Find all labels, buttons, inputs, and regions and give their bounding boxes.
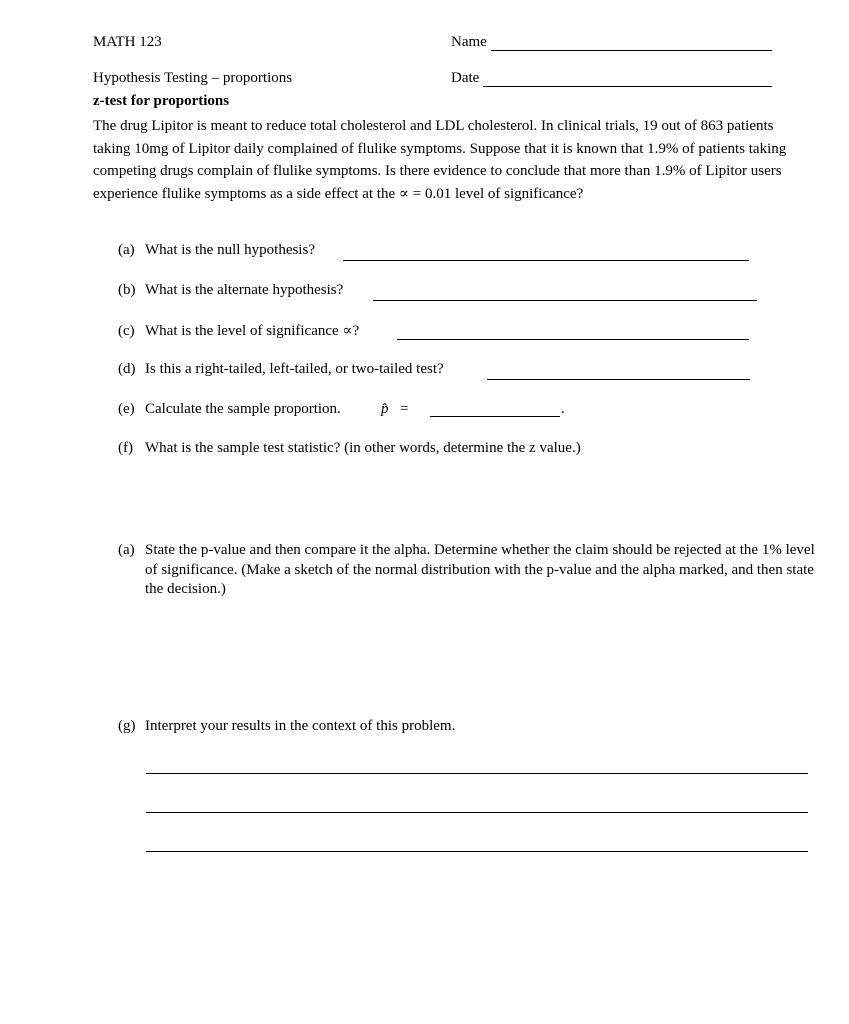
question-label: (a) [118,242,135,258]
question-p-value [118,541,818,600]
question-d [118,361,444,378]
question-label: (d) [118,361,136,377]
course-title: MATH 123 [93,34,162,50]
question-f [118,440,581,457]
answer-line-g-2[interactable] [146,812,808,813]
p-hat-symbol: p̂ [381,401,389,417]
name-field-line[interactable] [491,50,772,51]
question-label: (b) [118,282,136,298]
question-text: What is the level of significance ∝? [145,323,360,339]
answer-line-c[interactable] [397,339,749,340]
question-text: Calculate the sample proportion. [145,401,341,417]
question-e [118,401,341,418]
answer-line-g-1[interactable] [146,773,808,774]
question-label: (a) [118,542,135,558]
question-text: Interpret your results in the context of this problem. [145,718,456,734]
answer-line-b[interactable] [373,300,757,301]
question-c [118,321,359,340]
question-text: Is this a right-tailed, left-tailed, or two-tailed test? [145,361,444,377]
answer-line-g-3[interactable] [146,851,808,852]
question-label: (e) [118,401,135,417]
question-text: What is the alternate hypothesis? [145,282,344,298]
answer-line-a[interactable] [343,260,749,261]
question-text: What is the null hypothesis? [145,242,315,258]
question-a [118,242,315,259]
question-label: (c) [118,323,135,339]
date-field-line[interactable] [483,86,772,87]
date-label: Date [451,70,480,86]
question-label: (f) [118,440,133,456]
problem-statement: The drug Lipitor is meant to reduce total cholesterol and LDL cholesterol. In clinical trials, 19 out of 863 patients taking 10mg of Lipitor daily complained of flulike symptoms. Suppose that it is known that 1.9% of patients taking competing drugs complain of flulike symptoms. Is there evidence to conclude that more than 1.9% of Lipitor users experience flulike symptoms as a side effect at the ∝ = 0.01 level of significance? [93,118,787,202]
question-label: (g) [118,718,136,734]
question-b [118,282,343,299]
answer-line-d[interactable] [487,379,750,380]
period: . [561,401,565,417]
equals-sign: = [400,401,409,417]
question-text: What is the sample test statistic? (in other words, determine the z value.) [145,440,581,456]
question-g [118,718,455,735]
name-label: Name [451,34,487,50]
section-subtitle: z-test for proportions [93,93,230,109]
answer-line-e[interactable] [430,416,560,417]
question-text: State the p-value and then compare it the alpha. Determine whether the claim should be rejected at the 1% level of significance. (Make a sketch of the normal distribution with the p-value and the alpha marked, and then state the decision.) [145,542,815,597]
topic-title: Hypothesis Testing – proportions [93,70,293,86]
